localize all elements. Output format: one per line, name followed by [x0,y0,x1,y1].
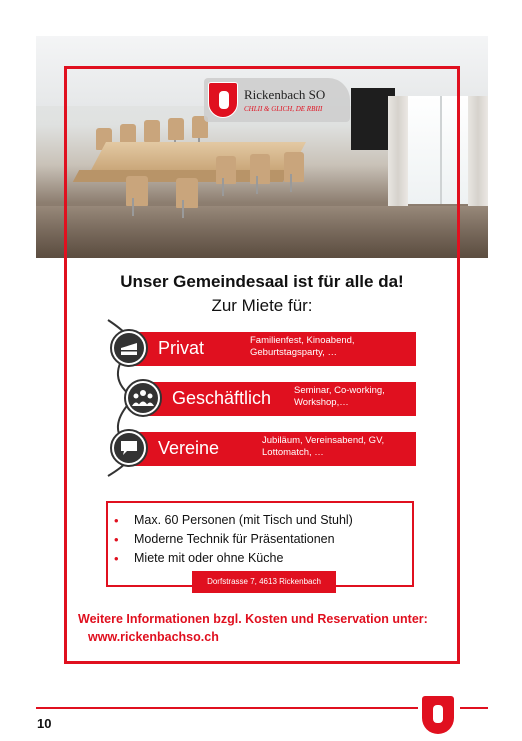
more-info-text: Weitere Informationen bzgl. Kosten und Reservation unter: [78,612,428,626]
category-row-vereine [128,432,416,466]
page-number: 10 [37,716,52,731]
logo-title: Rickenbach SO [244,87,326,102]
feature-list [114,511,353,568]
category-badge [110,429,148,467]
category-badge [110,329,148,367]
municipality-logo [204,78,350,122]
list-item: • Max. 60 Personen (mit Tisch und Stuhl) [114,511,353,530]
logo-slogan: CHLII & GLICH, DE RBIII [244,105,323,113]
category-row-geschaeftlich [142,382,416,416]
category-badge [124,379,162,417]
category-label: Privat [158,338,205,358]
category-label: Vereine [158,438,220,458]
coat-of-arms-icon [208,82,238,118]
people-meeting-icon [132,389,154,407]
category-label: Geschäftlich [172,388,272,408]
category-description: Familienfest, Kinoabend, Geburtstagsparty, … [250,335,355,358]
category-description: Seminar, Co-working, Workshop,… [294,385,385,408]
curtain [468,96,488,206]
category-row-privat [128,332,416,366]
website-link[interactable]: www.rickenbachso.ch [88,630,219,644]
footer-divider [460,707,488,709]
address-badge: Dorfstrasse 7, 4613 Rickenbach [192,571,336,593]
footer-divider [36,707,418,709]
headline: Unser Gemeindesaal ist für alle da! [120,272,404,291]
cake-icon [120,340,138,356]
category-description: Jubiläum, Vereinsabend, GV, Lottomatch, … [262,435,385,458]
subline: Zur Miete für: [211,296,313,315]
list-item: • Moderne Technik für Präsentationen [114,530,353,549]
coat-of-arms-icon [422,696,454,734]
speech-bubble-icon [120,440,138,456]
list-item: • Miete mit oder ohne Küche [114,549,353,568]
